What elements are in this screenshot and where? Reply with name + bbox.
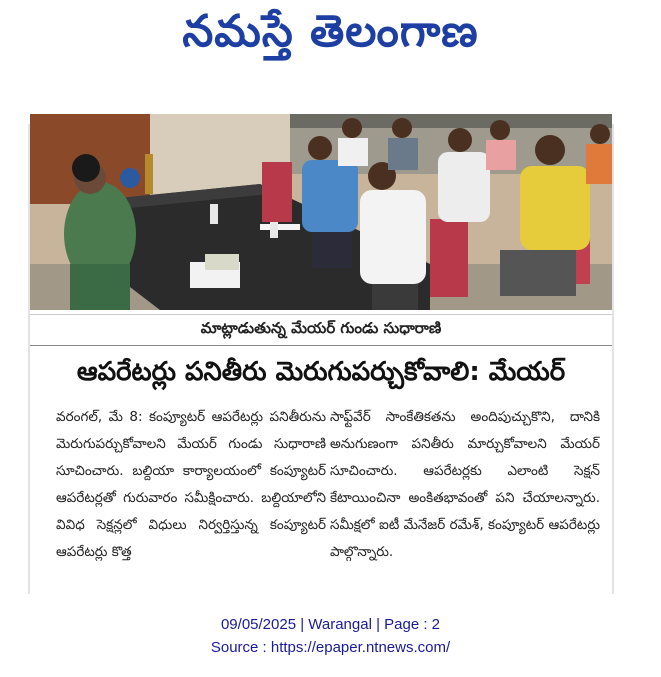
footer-date-line: 09/05/2025 | Warangal | Page : 2 bbox=[220, 616, 441, 633]
article-body-left: వరంగల్, మే 8: కంప్యూటర్ ఆపరేటర్లు పనితీరును మెరుగుపర్చుకోవాలని మేయర్ గుండు సుధారాణి సూచించారు. బల్దియా కార్యాలయంలో కంప్యూటర్ ఆపరేటర్లతో గురువారం సమీక్షించారు. బల్దియాలోని వివిధ సెక్షన్లలో విధులు నిర్వర్తిస్తున్న కంప్యూటర్ ఆపరేటర్లు కొత్త bbox=[56, 409, 326, 560]
news-photo bbox=[30, 114, 612, 310]
article-headline bbox=[30, 350, 612, 400]
newspaper-masthead bbox=[0, 6, 661, 68]
photo-caption bbox=[30, 314, 612, 346]
caption-text: మాట్లాడుతున్న మేయర్ గుండు సుధారాణి bbox=[200, 319, 442, 337]
article-column-right bbox=[330, 404, 600, 600]
article-body-right: సాఫ్ట్‌వేర్ సాంకేతికతను అందిపుచ్చుకొని, దానికి అనుగుణంగా పనితీరు మార్చుకోవాలని మేయర్ సూచించారు. ఆపరేటర్లకు ఎలాంటి సెక్షన్ కేటాయించినా అంకితభావంతో పని చేయాలన్నారు. సమీక్షలో ఐటీ మేనేజర్ రమేశ్, కంప్యూటర్ ఆపరేటర్లు పాల్గొన్నారు. bbox=[330, 409, 600, 560]
article-column-left bbox=[56, 404, 326, 600]
footer-source-line: Source : https://epaper.ntnews.com/ bbox=[210, 639, 451, 656]
meeting-photo-illustration bbox=[30, 114, 612, 310]
column-rule-right bbox=[612, 124, 614, 594]
headline-text: ఆపరేటర్లు పనితీరు మెరుగుపర్చుకోవాలి: మేయర్ bbox=[76, 357, 566, 387]
masthead-title: నమస్తే తెలంగాణ bbox=[182, 6, 479, 57]
